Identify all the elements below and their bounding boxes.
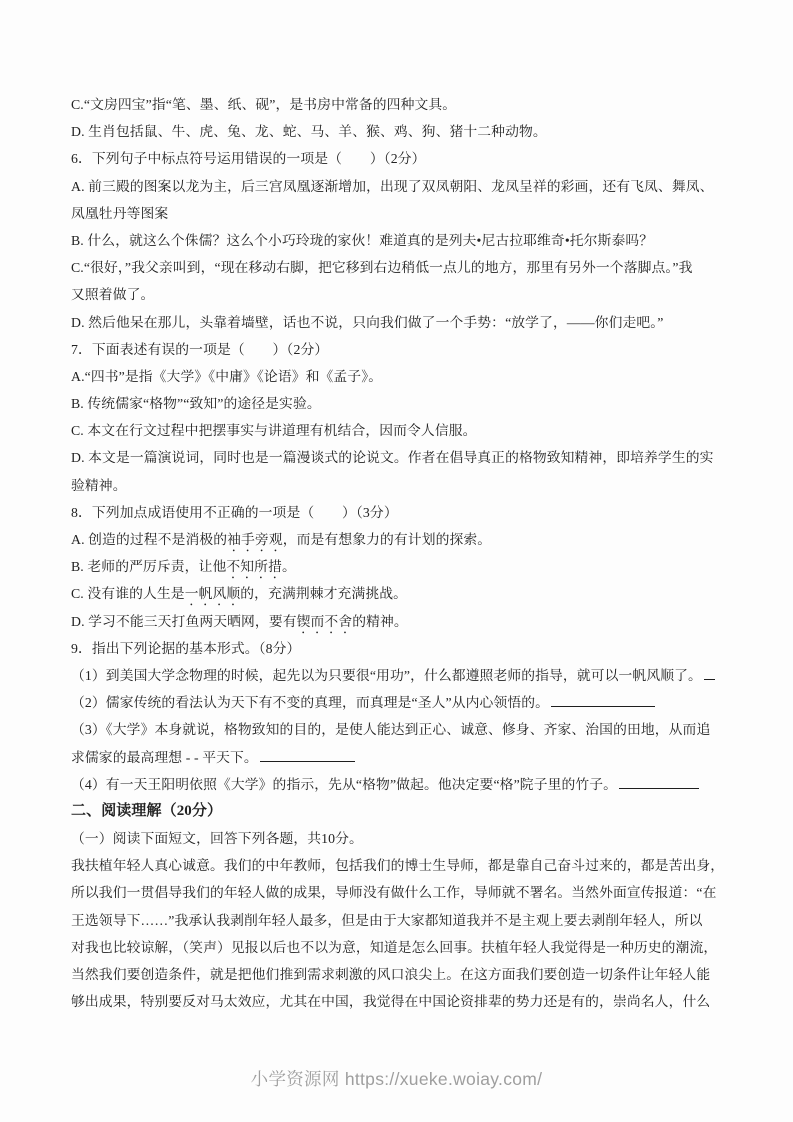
q6-option-c-line1: C.“很好，”我父亲叫到，“现在移动右脚，把它移到右边稍低一点儿的地方，那里有另外一个落脚点。”我 (71, 260, 693, 276)
q8-b-tail: 。 (281, 559, 296, 575)
q8-c-text: C. 没有谁的人生是 (71, 586, 185, 602)
q8-c-emphasized-idiom: 一帆风顺 (184, 586, 241, 602)
q9-item-1-text: （1）到美国大学念物理的时候，起先以为只要很“用功”，什么都遵照老师的指导，就可以一帆风顺了。 (71, 667, 702, 683)
q9-item-4-text: （4）有一天王阳明依照《大学》的指示，先从“格物”做起。他决定要“格”院子里的竹子。 (71, 776, 618, 792)
question-6-stem: 6．下列句子中标点符号运用错误的一项是（ ）（2分） (71, 151, 426, 167)
q8-option-c (71, 580, 737, 607)
q8-d-text: D. 学习不能三天打鱼两天晒网，要有 (71, 613, 297, 629)
reading-passage-line1: 我扶植年轻人真心诚意。我们的中年教师，包括我们的博士生导师，都是靠自己奋斗过来的，都是苦出身， (71, 858, 725, 874)
q8-a-text: A. 创造的过程不是消极的 (71, 532, 228, 547)
q8-b-text: B. 老师的严厉斥责，让他 (71, 559, 227, 575)
q5-option-d: D. 生肖包括鼠、牛、虎、兔、龙、蛇、马、羊、猴、鸡、狗、猪十二种动物。 (71, 124, 547, 140)
reading-passage-line3: 王选领导下……”我承认我剥削年轻人最多，但是由于大家都知道我并不是主观上要去剥削年轻人，所以 (71, 912, 703, 928)
q9-item-4 (71, 771, 737, 798)
q9-item-1 (71, 662, 737, 689)
answer-blank-3 (260, 749, 355, 762)
q6-option-a-line2: 凤凰牡丹等图案 (71, 205, 169, 221)
q8-a-emphasized-idiom: 袖手旁观 (227, 532, 283, 547)
question-8-stem: 8．下列加点成语使用不正确的一项是（ ）（3分） (71, 504, 398, 520)
q8-d-tail: 的精神。 (352, 613, 408, 629)
q7-option-d-line2: 验精神。 (71, 477, 127, 493)
q9-item-3-line1: （3）《大学》本身就说，格物致知的目的，是使人能达到正心、诚意、修身、齐家、治国的田地，从而追 (71, 722, 711, 738)
answer-blank-4 (619, 776, 699, 789)
q9-item-2-text: （2）儒家传统的看法认为天下有不变的真理，而真理是“圣人”从内心领悟的。 (71, 695, 550, 711)
q9-item-2 (71, 689, 737, 716)
site-watermark: 小学资源网 https://xueke.woiay.com/ (250, 1069, 543, 1089)
q8-b-emphasized-idiom: 不知所措 (226, 559, 282, 575)
q6-option-a-line1: A. 前三殿的图案以龙为主，后三宫凤凰逐渐增加，出现了双凤朝阳、龙凤呈祥的彩画，还有飞凤、舞凤、 (71, 178, 714, 194)
q7-option-b: B. 传统儒家“格物”“致知”的途径是实验。 (71, 396, 321, 412)
q6-option-b: B. 什么，就这么个侏儒？这么个小巧玲珑的家伙！难道真的是列夫•尼古拉耶维奇•托尔斯泰吗？ (71, 232, 654, 248)
q7-option-a: A.“四书”是指《大学》《中庸》《论语》和《孟子》。 (71, 368, 383, 384)
q8-option-b (71, 553, 737, 580)
q6-option-c-line2: 又照着做了。 (71, 287, 155, 303)
question-9-stem: 9．指出下列论据的基本形式。（8分） (71, 640, 301, 656)
section-2-title: 二、阅读理解（20分） (71, 802, 223, 819)
q8-option-d (71, 608, 737, 635)
q9-item-3-text: 求儒家的最高理想 - - 平天下。 (71, 749, 258, 765)
q8-a-tail: ，而是有想象力的有计划的探索。 (282, 532, 492, 547)
answer-blank-1 (704, 667, 715, 680)
exam-body (71, 91, 737, 1015)
q8-option-a (71, 526, 737, 553)
reading-passage-line5: 当然我们要创造条件，就是把他们推到需求刺激的风口浪尖上。在这方面我们要创造一切条件让年轻人能 (71, 967, 711, 982)
q5-option-c: C.“文房四宝”指“笔、墨、纸、砚”，是书房中常备的四种文具。 (71, 97, 457, 112)
reading-passage-line2: 所以我们一贯倡导我们的年轻人做的成果，导师没有做什么工作，导师就不署名。当然外面宣传报道：“在 (71, 885, 717, 901)
q8-c-tail: 的，充满荆棘才充满挑战。 (240, 586, 408, 602)
answer-blank-2 (551, 694, 655, 707)
q9-item-3-line2 (71, 744, 737, 771)
reading-passage-line6: 够出成果，特别要反对马太效应，尤其在中国，我觉得在中国论资排辈的势力还是有的，崇尚名人，什么 (71, 994, 711, 1010)
question-7-stem: 7．下面表述有误的一项是（ ）（2分） (71, 341, 329, 357)
q7-option-c: C. 本文在行文过程中把摆事实与讲道理有机结合，因而令人信服。 (71, 423, 477, 439)
q6-option-d: D. 然后他呆在那儿，头靠着墙壁，话也不说，只向我们做了一个手势：“放学了，——你们走吧。” (71, 314, 664, 330)
reading-passage-line4: 对我也比较谅解，（笑声）见报以后也不以为意，知道是怎么回事。扶植年轻人我觉得是一种历史的潮流， (71, 939, 718, 955)
section-2-part-1-instructions: （一）阅读下面短文，回答下列各题，共10分。 (71, 831, 363, 847)
q8-d-emphasized-idiom: 锲而不舍 (296, 613, 353, 629)
q7-option-d-line1: D. 本文是一篇演说词，同时也是一篇漫谈式的论说文。作者在倡导真正的格物致知精神，即培养学生的实 (71, 450, 714, 466)
